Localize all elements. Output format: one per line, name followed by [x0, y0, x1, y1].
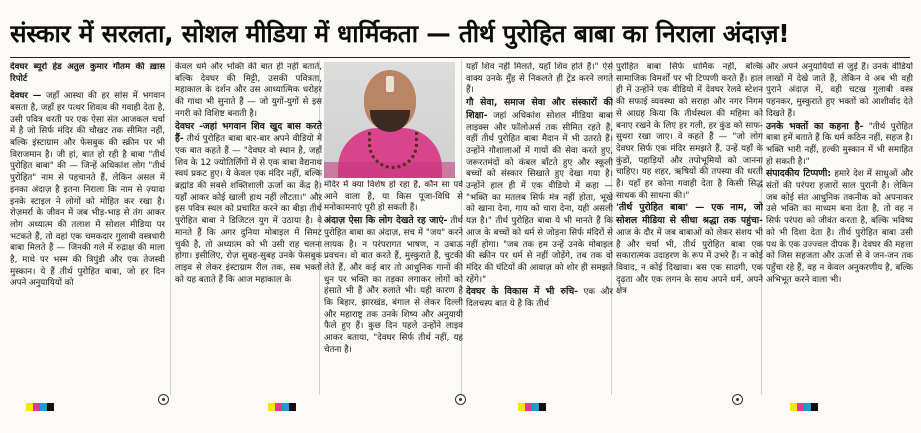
- headline: संस्कार में सरलता, सोशल मीडिया में धार्मिकता — तीर्थ पुरोहित बाबा का निराला अंदाज़!: [10, 19, 790, 48]
- column-3: [324, 180, 463, 392]
- registration-swatch: [47, 403, 54, 411]
- paragraph-text: "तीर्थ पुरोहित बाबा हमें बताते हैं कि धर्म कठिन नहीं, सहज है। भक्ति भारी नहीं, हल्की मुस्कान में भी समाहित हो सकती है।": [766, 121, 913, 167]
- paragraph: [324, 180, 463, 215]
- registration-swatch: [40, 403, 47, 411]
- paragraph-text: पुरोहित बाबा सिर्फ धार्मिक नहीं, बल्कि सामाजिक विमर्शों पर भी टिप्पणी करते हैं। हाल ही में उन्होंने एक वीडियो में देवघर रेलवे स्टेशन की सफाई व्यवस्था को सराहा और नगर निगम से आग्रह किया कि तीर्थस्थल की महिमा को बनाए रखने के लिए हर गली, हर कुंड को साफ-सुथरा रखा जाए। वे कहते हैं — "जो लोग देवघर सिर्फ एक मंदिर समझते हैं, उन्हें यहाँ के कुंडों, पहाड़ियों और तपोभूमियों को जानना चाहिए। यह शहर, ऋषियों की तपस्या की धरती है। यहाँ हर कोना गवाही देता है किसी सिद्ध साधक की साधना की।": [616, 62, 763, 201]
- registration-target: [455, 394, 466, 405]
- column-6: [766, 62, 913, 392]
- color-registration-bar: [26, 396, 54, 404]
- priest-photo: [324, 62, 455, 178]
- paragraph-text: एक और दिलचस्प बात ये है कि तीर्थ: [466, 287, 613, 310]
- column-4: [466, 62, 613, 392]
- paragraph-text: तीर्थ पुरोहित बाबा का अंदाज़, सच में "जय" करने लायक है। न परंपरागत भाषण, न उबाऊ प्रवचन। वो बात करते हैं, मुस्कुराते हैं, चुटकी लेते हैं, और कई बार तो आधुनिक गानों की धुन पर भक्ति का तड़का लगाकर लोगों को हंसाते भी हैं और रुलाते भी। यही कारण है कि बिहार, झारखंड, बंगाल से लेकर दिल्ली और महाराष्ट्र तक उनके शिष्य और अनुयायी फैले हुए हैं। कुछ दिन पहले उन्होंने लाइव आकर बताया, "देवघर सिर्फ तीर्थ नहीं, यह चेतना है।: [324, 216, 463, 355]
- subhead: देवघर के विकास में भी रुचि-: [466, 286, 578, 298]
- paragraph: [466, 286, 613, 310]
- tilak-mark: [386, 76, 394, 92]
- paragraph-text: जहाँ आस्था की हर सांस में भगवान बसता है, जहाँ हर पत्थर शिवत्व की गवाही देता है, उसी पवित्र धरती पर एक ऐसा संत आजकल चर्चा में है जो सिर्फ मंदिर की चौखट तक सीमित नहीं, बल्कि इंस्टाग्राम और फेसबुक की स्क्रीन पर भी विराजमान है। जी हां, बात हो रही है बाबा "तीर्थ पुरोहित बाबा" की — जिन्हें अधिकांश लोग "तीर्थ पुरोहित" नाम से पहचानते हैं, लेकिन असल में इनका अंदाज़ है इतना निराला कि नाम से ज़्यादा इनके स्टाइल ने लोगों को मोहित कर रखा है। रोज़मर्रा के जीवन में जब भीड़-भाड़ से तंग आकर लोग अध्यात्म की तलाश में सोशल मीडिया पर भटकते हैं, तो वहां एक चमकदार गुलाबी वस्त्रधारी बाबा मिलते हैं — जिनकी गले में रुद्राक्ष की माला है, माथे पर भस्म की त्रिपुंडी और एक तेजस्वी मुस्कान। ये हैं तीर्थ पुरोहित बाबा, जो हर दिन अपने अनुयायियों को: [10, 91, 165, 289]
- registration-swatch: [275, 403, 282, 411]
- paragraph: [766, 168, 913, 286]
- paragraph: [466, 62, 613, 97]
- paragraph: [175, 121, 322, 287]
- column-2: [175, 62, 322, 392]
- paragraph: [10, 91, 165, 290]
- paragraph: [616, 202, 763, 298]
- registration-swatch: [33, 403, 40, 411]
- paragraph-text: हमारे देश में साधुओं और संतों की परंपरा हजारों साल पुरानी है। लेकिन जब कोई संत आधुनिक तकनीक को अपनाकर उसे भक्ति का माध्यम बना देता है, तो वह न सिर्फ परंपरा को जीवंत करता है, बल्कि भविष्य को भी दिशा देता है। तीर्थ पुरोहित बाबा उसी पथ के एक उज्ज्वल दीपक हैं। देवघर की महत्ता को जिस सहजता और ऊर्जा से वे जन-जन तक पहुँचा रहे हैं, वह न केवल अनुकरणीय है, बल्कि अभिभूत करने वाला भी।: [766, 169, 913, 285]
- color-registration-bar: [268, 396, 296, 404]
- column-1: [10, 62, 165, 392]
- registration-swatch: [532, 403, 539, 411]
- byline: देवघर ब्यूरो हेड अतुल कुमार गौतम की ख़ास रिपोर्ट: [10, 62, 165, 84]
- subhead: गौ सेवा, समाज सेवा और संस्कारों की शिक्षा-: [466, 97, 613, 121]
- registration-target: [732, 394, 743, 405]
- paragraph-text: मंदिर में क्या विशेष हो रहा है, कौन सा पर्व आने वाला है, या किस पूजा-विधि से मनोकामनाएं पूरी हो सकती हैं।: [324, 180, 463, 214]
- registration-swatch: [804, 403, 811, 411]
- subhead: संपादकीय टिप्पणी:: [766, 168, 831, 180]
- registration-target: [158, 394, 169, 405]
- article-body: [10, 62, 913, 392]
- paragraph: [616, 62, 763, 202]
- headline-rule: [10, 57, 910, 58]
- registration-swatch: [289, 403, 296, 411]
- registration-swatch: [525, 403, 532, 411]
- color-registration-bar: [790, 396, 818, 404]
- registration-swatch: [282, 403, 289, 411]
- color-registration-bar: [518, 396, 546, 404]
- subhead: अंदाज़ ऐसा कि लोग देखते रह जाएं-: [324, 215, 448, 227]
- column-5: [616, 62, 763, 392]
- subhead: देवघर -जहां भगवान शिव खुद बास करते हैं-: [175, 120, 322, 145]
- paragraph: [766, 62, 913, 121]
- registration-swatch: [26, 403, 33, 411]
- paragraph-text: आज के दौर में जब बाबाओं को लेकर संशय भी है और चर्चा भी, तीर्थ पुरोहित बाबा एक सकारात्मक उदाहरण के रूप में उभरे हैं। न कोई विवाद, न कोई दिखावा। बस एक सादगी, एक दृढ़ता और एक लगन के साथ अपने धर्म, अपने क्षेत्र: [616, 227, 763, 297]
- paragraph: [175, 62, 322, 121]
- registration-swatch: [797, 403, 804, 411]
- subhead: उनके भक्तों का कहना है-: [766, 120, 864, 132]
- paragraph: [766, 121, 913, 169]
- subhead: 'तीर्थ पुरोहित बाबा' — एक नाम, जो सोशल मीडिया से सीधा श्रद्धा तक पहुंचा-: [616, 202, 763, 227]
- paragraph-text: जहां अधिकांश सोशल मीडिया बाबा लाइक्स और फॉलोअर्स तक सीमित रहते हैं, वहीं तीर्थ पुरोहित बाबा मैदान में भी उतरते हैं। उन्होंने गौशालाओं में गायों की सेवा करते हुए, जरूरतमंदों को कंबल बाँटते हुए और स्कूली बच्चों को संस्कार सिखाते हुए देखा गया है। उन्होंने हाल ही में एक वीडियो में कहा — "भक्ति का मतलब सिर्फ मंत्र नहीं होता, भूखे को खाना देना, गाय को चारा देना, यही असली यज्ञ है।" तीर्थ पुरोहित बाबा ये भी मानते हैं कि आज के बच्चों को धर्म से जोड़ना सिर्फ मंदिरों से नहीं होगा। "जब तक हम उन्हें उनके मोबाइल की स्क्रीन पर धर्म से नहीं जोड़ेंगे, तब तक वो मंदिर की घंटियों की आवाज़ को शोर ही समझते रहेंगे।": [466, 110, 613, 285]
- registration-swatch: [790, 403, 797, 411]
- registration-swatch: [539, 403, 546, 411]
- registration-swatch: [268, 403, 275, 411]
- registration-swatch: [811, 403, 818, 411]
- paragraph-text: केवल धर्म और भक्ति की बात ही नहीं बताते, बल्कि देवघर की मिट्टी, उसकी पवित्रता, महाकाल के दर्शन और उस आध्यात्मिक धरोहर की गाथा भी सुनाते हैं — जो युगों-युगों से इस नगरी को विशिष्ट बनाती है।: [175, 62, 322, 119]
- paragraph-text: यहाँ शिव नहीं मिलते, यहाँ शिव होते हैं।" ऐसे वाक्य उनके मुँह से निकलते ही ट्रेंड करने लगते हैं।: [466, 62, 613, 96]
- paragraph: [324, 215, 463, 356]
- paragraph-text: और अपने अनुयायियों से जुड़े हैं। उनके वीडियो लाखों में देखे जाते हैं, लेकिन वे अब भी वही पुराने अंदाज़ में, वही चटख गुलाबी वस्त्र पहनकर, मुस्कुराते हुए भक्तों को आशीर्वाद देते दिखते हैं।: [766, 62, 913, 119]
- paragraph: [466, 97, 613, 286]
- paragraph-text: तीर्थ पुरोहित बाबा बार-बार अपने वीडियो में एक बात कहते हैं — "देवघर वो स्थान है, जहाँ शिव के 12 ज्योतिर्लिंगों में से एक बाबा वैद्यनाथ स्वयं प्रकट हुए। ये केवल एक मंदिर नहीं, बल्कि ब्रह्मांड की सबसे शक्तिशाली ऊर्जा का केंद्र है। यहाँ आकर कोई खाली हाथ नहीं लौटता।" और इस पवित्र स्थल को प्रचारित करने का बीड़ा तीर्थ पुरोहित बाबा ने डिजिटल युग में उठाया है। वे मानते हैं कि अगर दुनिया मोबाइल में सिमट चुकी है, तो अध्यात्म को भी उसी राह चलना होगा। इसीलिए, रोज़ सुबह-सुबह उनके फेसबुक लाइव से लेकर इंस्टाग्राम रील तक, सब भक्तों को यह बताते हैं कि आज महाकाल के: [175, 134, 322, 285]
- paragraph-lead: देवघर —: [10, 91, 42, 102]
- registration-swatch: [518, 403, 525, 411]
